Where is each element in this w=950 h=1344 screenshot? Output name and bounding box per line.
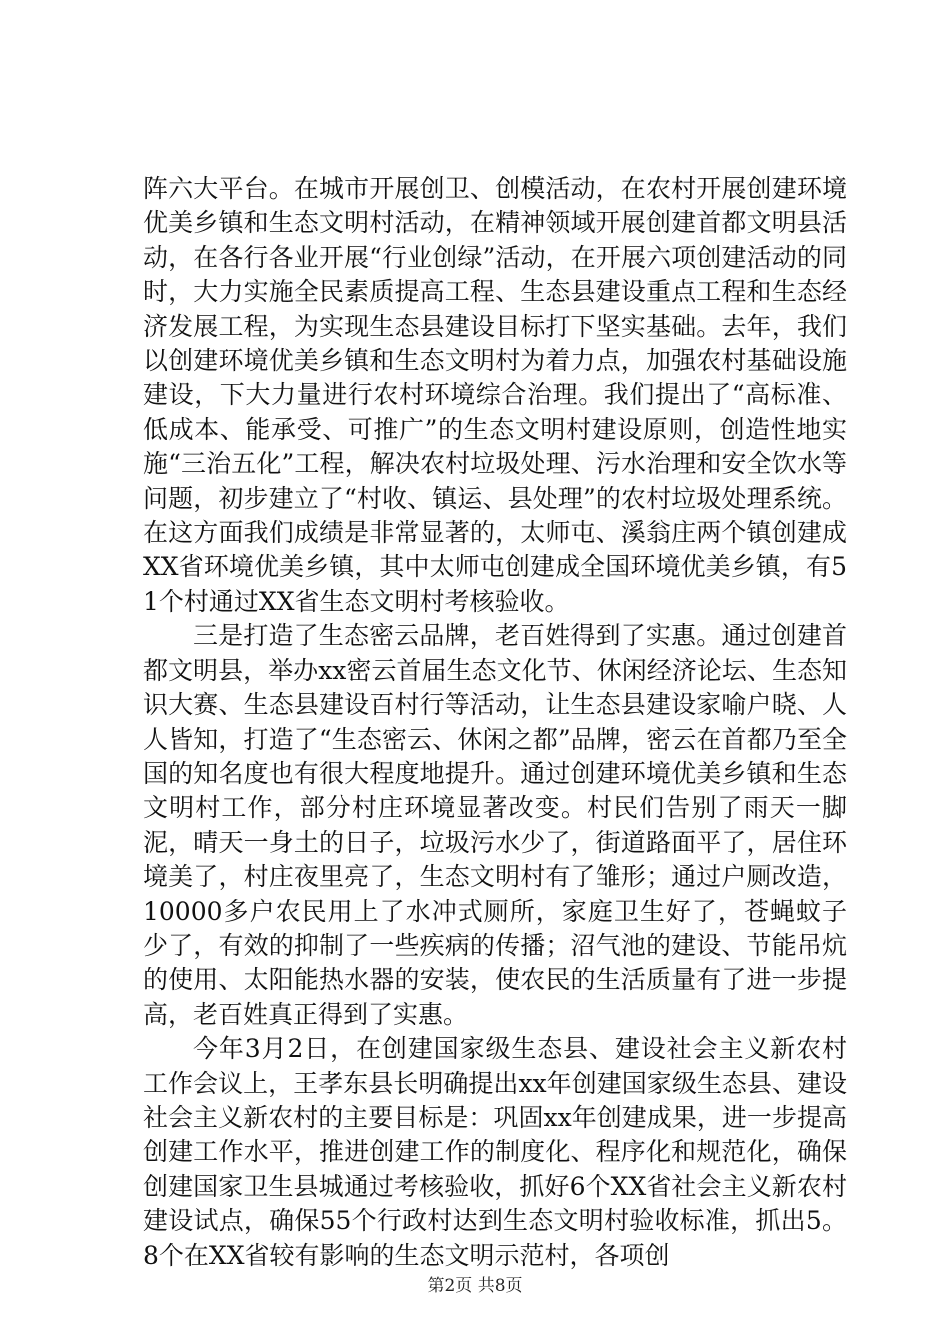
paragraph-1: 阵六大平台。在城市开展创卫、创模活动，在农村开展创建环境优美乡镇和生态文明村活动，在精神领域开展创建首都文明县活动，在各行各业开展“行业创绿”活动，在开展六项创建活动的同时，大力实施全民素质提高工程、生态县建设重点工程和生态经济发展工程，为实现生态县建设目标打下坚实基础。去年，我们以创建环境优美乡镇和生态文明村为着力点，加强农村基础设施建设，下大力量进行农村环境综合治理。我们提出了“高标准、低成本、能承受、可推广”的生态文明村建设原则，创造性地实施“三治五化”工程，解决农村垃圾处理、污水治理和安全饮水等问题，初步建立了“村收、镇运、县处理”的农村垃圾处理系统。在这方面我们成绩是非常显著的，太师屯、溪翁庄两个镇创建成XX省环境优美乡镇，其中太师屯创建成全国环境优美乡镇，有51个村通过XX省生态文明村考核验收。 <box>143 174 847 616</box>
paragraph-3: 今年3月2日，在创建国家级生态县、建设社会主义新农村工作会议上，王孝东县长明确提出xx年创建国家级生态县、建设社会主义新农村的主要目标是：巩固xx年创建成果，进一步提高创建工作水平，推进创建工作的制度化、程序化和规范化，确保创建国家卫生县城通过考核验收，抓好6个XX省社会主义新农村建设试点，确保55个行政村达到生态文明村验收标准，抓出5。8个在XX省较有影响的生态文明示范村，各项创 <box>143 1034 847 1270</box>
document-body <box>143 172 847 1273</box>
paragraph-2: 三是打造了生态密云品牌，老百姓得到了实惠。通过创建首都文明县，举办xx密云首届生态文化节、休闲经济论坛、生态知识大赛、生态县建设百村行等活动，让生态县建设家喻户晓、人人皆知，打造了“生态密云、休闲之都”品牌，密云在首都乃至全国的知名度也有很大程度地提升。通过创建环境优美乡镇和生态文明村工作，部分村庄环境显著改变。村民们告别了雨天一脚泥，晴天一身土的日子，垃圾污水少了，街道路面平了，居住环境美了，村庄夜里亮了，生态文明村有了雏形；通过户厕改造，10000多户农民用上了水冲式厕所，家庭卫生好了，苍蝇蚊子少了，有效的抑制了一些疾病的传播；沼气池的建设、节能吊炕的使用、太阳能热水器的安装，使农民的生活质量有了进一步提高，老百姓真正得到了实惠。 <box>143 621 847 1029</box>
page-footer: 第2页 共8页 <box>427 1276 523 1296</box>
